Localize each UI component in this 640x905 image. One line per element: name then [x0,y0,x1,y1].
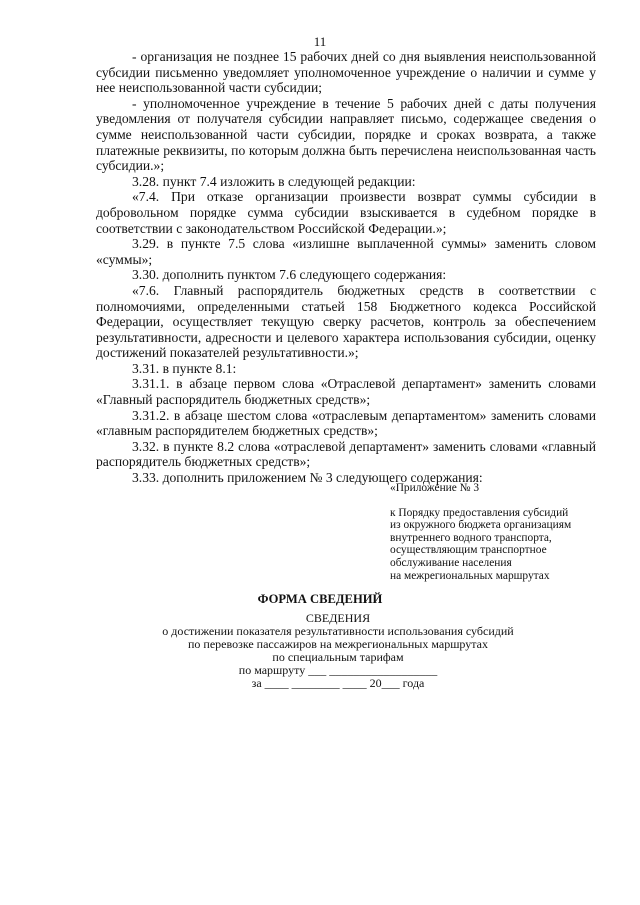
amendment-text [96,49,596,486]
svedeniya-line: за ____ ________ ____ 20___ года [251,676,425,690]
svedeniya-line: по перевозке пассажиров на межрегиональных маршрутах [188,637,488,651]
appendix-line: обслуживание населения [390,556,512,569]
page-number: 11 [313,34,327,49]
paragraph: «7.4. При отказе организации произвести возврат суммы субсидии в добровольном порядке сумма субсидии взыскивается в судебном порядке в соответствии с законодательством Российской Федерации.»; [96,189,596,236]
paragraph: 3.32. в пункте 8.2 слова «отраслевой департамент» заменить словами «главный распорядитель бюджетных средств»; [96,438,596,470]
paragraph: 3.28. пункт 7.4 изложить в следующей редакции: [132,173,416,189]
form-title: ФОРМА СВЕДЕНИЙ [257,592,383,606]
paragraph: 3.29. в пункте 7.5 слова «излишне выплаченной суммы» заменить словом «суммы»; [96,236,596,267]
svedeniya-line: по специальным тарифам [272,650,404,664]
paragraph: - организация не позднее 15 рабочих дней со дня выявления неиспользованной субсидии письменно уведомляет уполномоченное учреждение о наличии и сумме у нее неиспользованной части субсидии; [96,49,596,96]
appendix-reference [390,482,605,582]
appendix-line: на межрегиональных маршрутах [390,569,550,582]
svedeniya-line: о достижении показателя результативности использования субсидий [162,624,514,638]
appendix-line: внутреннего водного транспорта, [390,531,552,544]
paragraph: 3.31. в пункте 8.1: [132,360,237,376]
paragraph: 3.31.2. в абзаце шестом слова «отраслевым департаментом» заменить словами «главным распорядителем бюджетных средств»; [96,407,596,439]
appendix-line: осуществляющим транспортное [390,544,547,557]
appendix-line: из окружного бюджета организациям [390,519,572,532]
appendix-line: к Порядку предоставления субсидий [390,506,569,519]
svedeniya-block [148,612,528,690]
paragraph: 3.31.1. в абзаце первом слова «Отраслевой департамент» заменить словами «Главный распорядитель бюджетных средств»; [96,376,596,408]
paragraph: - уполномоченное учреждение в течение 5 рабочих дней с даты получения уведомления от получателя субсидии направляет письмо, содержащее сведения о сумме неиспользованной части субсидии, порядке и сроках возврата, а также платежные реквизиты, по которым должна быть перечислена неиспользованная часть субсидии.»; [96,95,596,174]
paragraph: 3.33. дополнить приложением № 3 следующего содержания: [132,470,483,486]
paragraph: 3.30. дополнить пунктом 7.6 следующего содержания: [132,267,447,283]
appendix-title: «Приложение № 3 [390,482,480,494]
svedeniya-heading: СВЕДЕНИЯ [305,611,371,625]
svedeniya-line: по маршруту ___ __________________ [238,663,438,677]
paragraph: «7.6. Главный распорядитель бюджетных средств в соответствии с полномочиями, определенными статьей 158 Бюджетного кодекса Российской Федерации, осуществляет текущую сверку расчетов, контроль за обеспечением результативности, адресности и целевого характера использования субсидии, оценку достижений показателей результативности.»; [96,282,596,361]
